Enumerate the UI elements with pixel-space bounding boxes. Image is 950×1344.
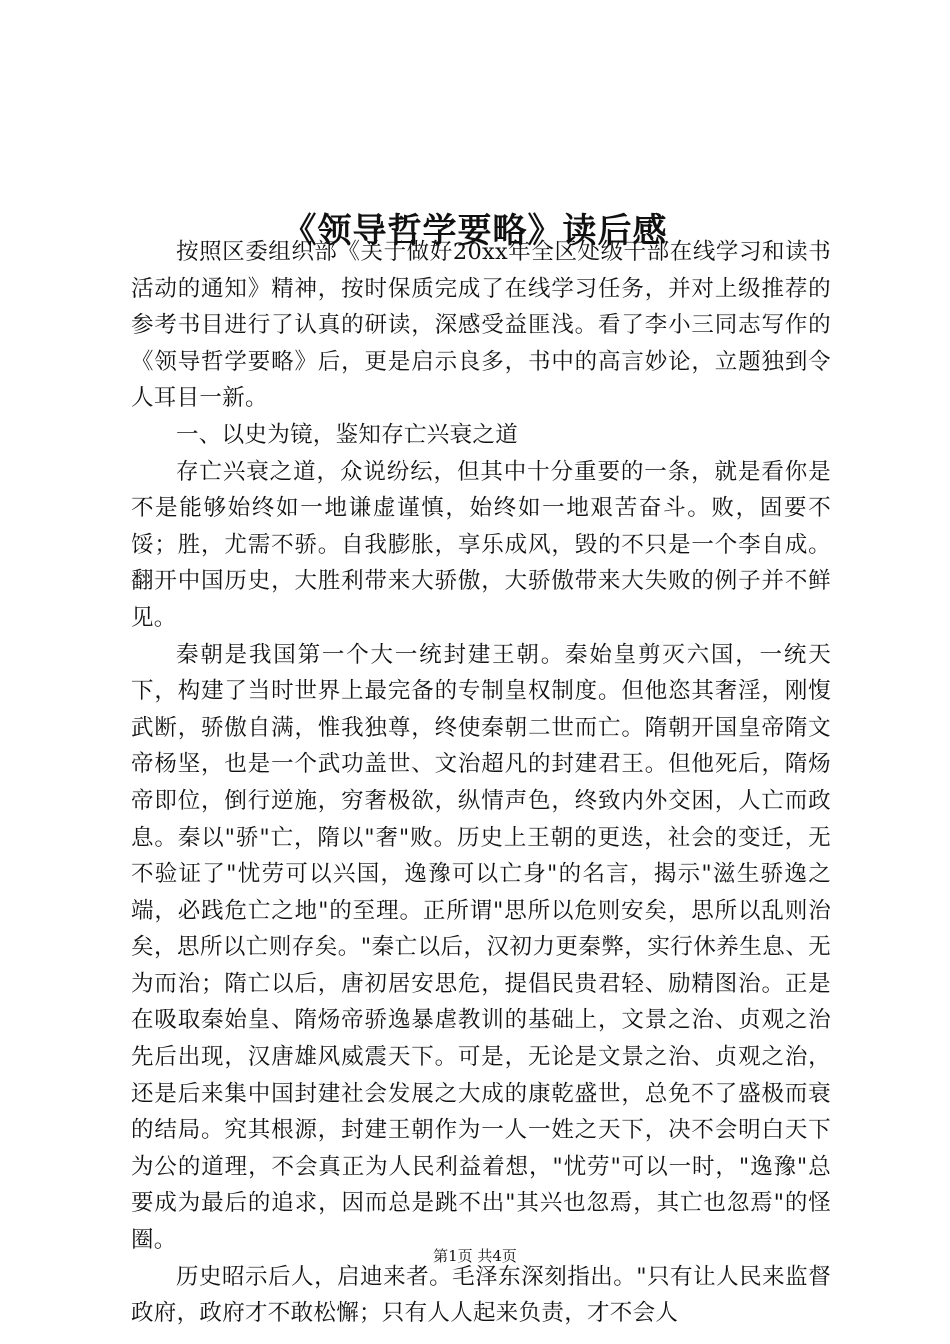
body-paragraph: 存亡兴衰之道，众说纷纭，但其中十分重要的一条，就是看你是不是能够始终如一地谦虚谨慎，始终如一地艰苦奋斗。败，固要不馁；胜，尤需不骄。自我膨胀，享乐成风，毁的不只是一个李自成。翻开中国历史，大胜利带来大骄傲，大骄傲带来大失败的例子并不鲜见。 <box>131 458 831 631</box>
page-number-footer: 第1页 共4页 <box>433 1247 517 1265</box>
document-title: 《领导哲学要略》读后感 <box>282 210 668 251</box>
document-body <box>131 234 831 1332</box>
body-paragraph: 历史昭示后人，启迪来者。毛泽东深刻指出。"只有让人民来监督政府，政府才不敢松懈；只有人人起来负责，才不会人 <box>131 1263 831 1327</box>
section-heading: 一、以史为镜，鉴知存亡兴衰之道 <box>176 421 519 448</box>
body-paragraph: 秦朝是我国第一个大一统封建王朝。秦始皇剪灭六国，一统天下，构建了当时世界上最完备的专制皇权制度。但他恣其奢淫，刚愎武断，骄傲自满，惟我独尊，终使秦朝二世而亡。隋朝开国皇帝隋文帝杨坚，也是一个武功盖世、文治超凡的封建君王。但他死后，隋炀帝即位，倒行逆施，穷奢极欲，纵情声色，终致内外交困，人亡而政息。秦以"骄"亡，隋以"奢"败。历史上王朝的更迭，社会的变迁，无不验证了"忧劳可以兴国，逸豫可以亡身"的名言，揭示"滋生骄逸之端，必践危亡之地"的至理。正所谓"思所以危则安矣，思所以乱则治矣，思所以亡则存矣。"秦亡以后，汉初力更秦弊，实行休养生息、无为而治；隋亡以后，唐初居安思危，提倡民贵君轻、励精图治。正是在吸取秦始皇、隋炀帝骄逸暴虐教训的基础上，文景之治、贞观之治先后出现，汉唐雄风威震天下。可是，无论是文景之治、贞观之治，还是后来集中国封建社会发展之大成的康乾盛世，总免不了盛极而衰的结局。究其根源，封建王朝作为一人一姓之天下，决不会明白天下为公的道理，不会真正为人民利益着想，"忧劳"可以一时，"逸豫"总要成为最后的追求，因而总是跳不出"其兴也忽焉，其亡也忽焉"的怪圈。 <box>131 641 831 1254</box>
intro-paragraph: 按照区委组织部《关于做好20xx年全区处级干部在线学习和读书活动的通知》精神，按时保质完成了在线学习任务，并对上级推荐的参考书目进行了认真的研读，深感受益匪浅。看了李小三同志写作的《领导哲学要略》后，更是启示良多，书中的高言妙论，立题独到令人耳目一新。 <box>131 239 831 412</box>
